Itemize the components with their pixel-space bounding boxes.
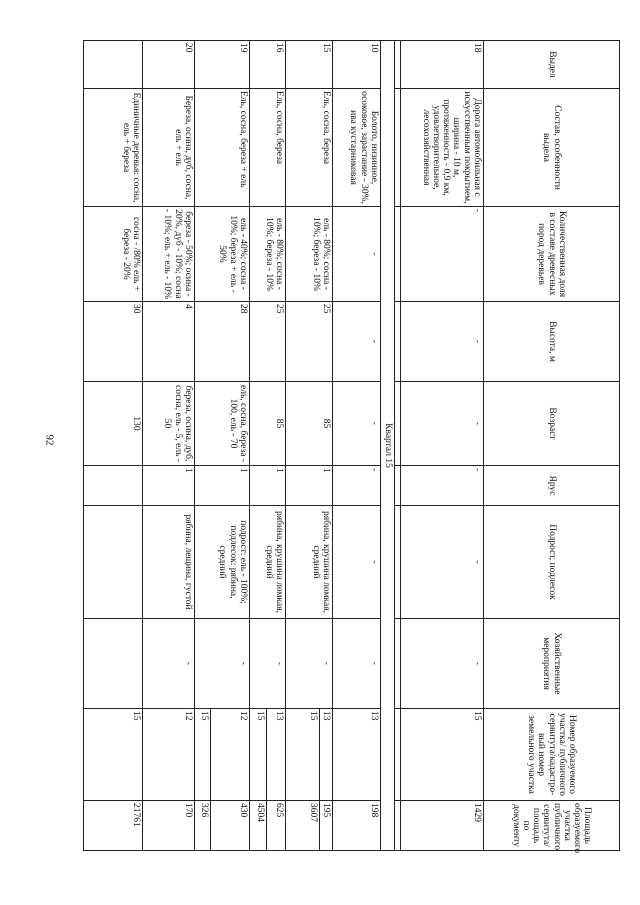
cell-vydel: 20 bbox=[143, 41, 195, 89]
cell-plot-top: 13 bbox=[274, 711, 284, 721]
cell-undergrowth bbox=[84, 506, 143, 619]
quarter-label: Квартал 15 bbox=[381, 41, 395, 851]
cell-undergrowth: подрост: ель - 100%; подлесок: рябина, средний bbox=[195, 506, 250, 619]
cell-area-bottom: 326 bbox=[198, 801, 211, 850]
cell-plot: 13 bbox=[333, 709, 381, 801]
separator-row bbox=[395, 41, 401, 851]
cell-undergrowth: - bbox=[333, 506, 381, 619]
cell-age: береза, осина, дуб, сосна, ель - 5, ель - 50 bbox=[143, 382, 195, 466]
cell-age: 85 bbox=[250, 382, 286, 466]
cell-area-top: 195 bbox=[321, 803, 331, 818]
cell-plot-bottom: 15 bbox=[254, 709, 267, 800]
cell-height: 30 bbox=[84, 302, 143, 382]
cell-share: - bbox=[401, 207, 484, 302]
cell-vydel: 19 bbox=[195, 41, 250, 89]
cell-measures: - bbox=[333, 619, 381, 709]
table-row bbox=[286, 41, 333, 851]
cell-area-top: 430 bbox=[238, 803, 248, 818]
cell-composition: Дорога автомобильная с искусственным покрытием, ширина - 10 м, протяженность - 0,9 км, удовлетворительное, лесохозяйственная bbox=[401, 89, 484, 207]
header-age: Возраст bbox=[484, 382, 620, 466]
cell-tier: 1 bbox=[195, 466, 250, 506]
table-row bbox=[195, 41, 250, 851]
cell-vydel: 15 bbox=[286, 41, 333, 89]
header-tier: Ярус bbox=[484, 466, 620, 506]
header-undergrowth: Подрост, подлесок bbox=[484, 506, 620, 619]
cell-undergrowth: рябина, крушина ломкая, средний bbox=[286, 506, 333, 619]
header-area: Площадь образуемого участка публичного сервитута/площадь по документу bbox=[484, 801, 620, 851]
cell-share: сосна - /80% ель + береза - 20% bbox=[84, 207, 143, 302]
header-vydel: Выдел bbox=[484, 41, 620, 89]
cell-undergrowth: рябина, лещина, густой bbox=[143, 506, 195, 619]
cell-plot bbox=[250, 709, 286, 801]
cell-age: ель, сосна, береза - 100, ель - 70 bbox=[195, 382, 250, 466]
cell-tier: 1 bbox=[143, 466, 195, 506]
table-row bbox=[143, 41, 195, 851]
cell-composition: Ель, сосна, береза bbox=[250, 89, 286, 207]
cell-vydel: 10 bbox=[333, 41, 381, 89]
cell-measures bbox=[84, 619, 143, 709]
cell-vydel: 16 bbox=[250, 41, 286, 89]
cell-plot-bottom: 15 bbox=[198, 709, 211, 800]
cell-undergrowth: рябина, крушина ломкая, средний bbox=[250, 506, 286, 619]
cell-age: - bbox=[333, 382, 381, 466]
cell-plot: 15 bbox=[84, 709, 143, 801]
cell-area: 1429 bbox=[401, 801, 484, 851]
header-composition: Состав, особенности выдела bbox=[484, 89, 620, 207]
cell-composition: Ель, сосна, береза + ель bbox=[195, 89, 250, 207]
header-plot: Номер образуемого участка/ публичного сервитута/кадастро-вый номер земельного участка bbox=[484, 709, 620, 801]
header-share: Количественная доля в составе древесных пород деревьев bbox=[484, 207, 620, 302]
cell-measures: - bbox=[250, 619, 286, 709]
header-height: Высота, м bbox=[484, 302, 620, 382]
cell-share: - bbox=[333, 207, 381, 302]
cell-area-bottom: 4504 bbox=[254, 801, 267, 850]
cell-tier: 1 bbox=[286, 466, 333, 506]
cell-share: ель - 80%; сосна - 10%; береза - 10% bbox=[286, 207, 333, 302]
cell-measures: - bbox=[195, 619, 250, 709]
table-row bbox=[333, 41, 381, 851]
header-row bbox=[484, 41, 620, 851]
cell-tier: - bbox=[401, 466, 484, 506]
cell-measures: - bbox=[143, 619, 195, 709]
cell-share: ель - 40%; сосна - 10%; береза + ель - 50% bbox=[195, 207, 250, 302]
cell-area-bottom: 3607 bbox=[307, 801, 320, 850]
cell-measures: - bbox=[401, 619, 484, 709]
cell-plot bbox=[286, 709, 333, 801]
cell-plot bbox=[195, 709, 250, 801]
cell-age: - bbox=[401, 382, 484, 466]
cell-area: 170 bbox=[143, 801, 195, 851]
cell-composition: Болото, низинное, осоковое, зарастание - 30%, ива кустарниковая bbox=[333, 89, 381, 207]
cell-age: 130 bbox=[84, 382, 143, 466]
cell-composition: Единичные деревья: сосна, ель + береза bbox=[84, 89, 143, 207]
cell-area: 198 bbox=[333, 801, 381, 851]
cell-height: 4 bbox=[143, 302, 195, 382]
cell-tier: 1 bbox=[250, 466, 286, 506]
cell-height: 28 bbox=[195, 302, 250, 382]
cell-area: 21761 bbox=[84, 801, 143, 851]
cell-tier bbox=[84, 466, 143, 506]
cell-height: - bbox=[333, 302, 381, 382]
cell-undergrowth: - bbox=[401, 506, 484, 619]
cell-area bbox=[286, 801, 333, 851]
cell-plot-top: 12 bbox=[238, 711, 248, 721]
cell-height: 25 bbox=[286, 302, 333, 382]
cell-plot: 12 bbox=[143, 709, 195, 801]
quarter-row bbox=[381, 41, 395, 851]
cell-share: береза - 50%; осина - 20%, дуб - 10%; сосна - 10%; ель + ель - 10% bbox=[143, 207, 195, 302]
cell-plot: 15 bbox=[401, 709, 484, 801]
table-row bbox=[84, 41, 143, 851]
table-row bbox=[401, 41, 484, 851]
rotated-page bbox=[65, 40, 620, 854]
forest-table bbox=[83, 40, 620, 854]
cell-composition: Ель, сосна, береза bbox=[286, 89, 333, 207]
cell-vydel bbox=[84, 41, 143, 89]
cell-composition: Береза, осина, дуб, сосна, ель + ель bbox=[143, 89, 195, 207]
page-number: 92 bbox=[43, 434, 56, 446]
cell-plot-bottom: 15 bbox=[307, 709, 320, 800]
cell-age: 85 bbox=[286, 382, 333, 466]
cell-height: 25 bbox=[250, 302, 286, 382]
cell-plot-top: 13 bbox=[321, 711, 331, 721]
cell-area bbox=[195, 801, 250, 851]
cell-tier: - bbox=[333, 466, 381, 506]
header-measures: Хозяйственные мероприятия bbox=[484, 619, 620, 709]
cell-height: - bbox=[401, 302, 484, 382]
cell-area-top: 625 bbox=[274, 803, 284, 818]
table-row bbox=[250, 41, 286, 851]
cell-share: ель - 80%; сосна - 10%; береза - 10% bbox=[250, 207, 286, 302]
cell-vydel: 18 bbox=[401, 41, 484, 89]
cell-measures: - bbox=[286, 619, 333, 709]
cell-area bbox=[250, 801, 286, 851]
